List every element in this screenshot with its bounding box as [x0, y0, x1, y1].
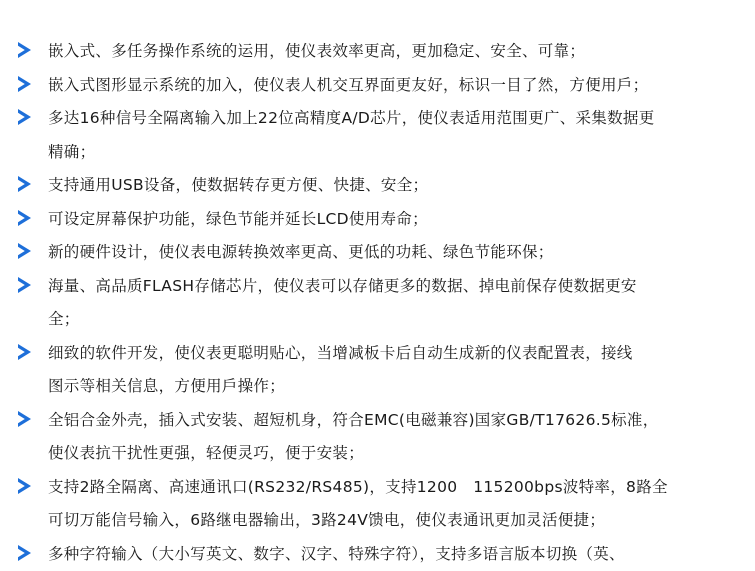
feature-text-line: 嵌入式、多任务操作系统的运用，使仪表效率更高，更加稳定、安全、可靠； [48, 35, 727, 69]
chevron-right-icon [18, 411, 31, 427]
feature-list [0, 35, 755, 571]
feature-item [0, 270, 755, 337]
feature-text-line: 多达16种信号全隔离输入加上22位高精度A/D芯片，使仪表适用范围更广、采集数据更 [48, 102, 727, 136]
chevron-right-icon [18, 76, 31, 92]
feature-item [0, 203, 755, 237]
feature-text-line: 嵌入式图形显示系统的加入，使仪表人机交互界面更友好，标识一目了然，方便用戶； [48, 69, 727, 103]
feature-item [0, 102, 755, 169]
chevron-right-icon [18, 176, 31, 192]
chevron-right-icon [18, 42, 31, 58]
feature-text-line: 新的硬件设计，使仪表电源转换效率更高、更低的功耗、绿色节能环保； [48, 236, 727, 270]
chevron-right-icon [18, 545, 31, 561]
feature-item [0, 35, 755, 69]
feature-text-line: 细致的软件开发，使仪表更聪明贴心，当增减板卡后自动生成新的仪表配置表，接线 [48, 337, 727, 371]
chevron-right-icon [18, 210, 31, 226]
feature-item [0, 471, 755, 538]
chevron-right-icon [18, 243, 31, 259]
feature-item [0, 69, 755, 103]
feature-item [0, 404, 755, 471]
feature-text-line: 多种字符输入（大小写英文、数字、汉字、特殊字符），支持多语言版本切换（英、 [48, 538, 727, 571]
feature-item [0, 169, 755, 203]
feature-text-line: 使仪表抗干扰性更强，轻便灵巧，便于安装； [48, 437, 727, 471]
feature-text-line: 全铝合金外壳，插入式安装、超短机身，符合EMC(电磁兼容)国家GB/T17626.5标准， [48, 404, 727, 438]
chevron-right-icon [18, 277, 31, 293]
top-spacer [0, 0, 755, 35]
feature-text-line: 可设定屏幕保护功能，绿色节能并延长LCD使用寿命； [48, 203, 727, 237]
feature-item [0, 337, 755, 404]
chevron-right-icon [18, 478, 31, 494]
chevron-right-icon [18, 344, 31, 360]
feature-text-line: 支持通用USB设备，使数据转存更方便、快捷、安全； [48, 169, 727, 203]
feature-text-line: 图示等相关信息，方便用戶操作； [48, 370, 727, 404]
feature-text-line: 可切万能信号输入，6路继电器输出，3路24V馈电，使仪表通讯更加灵活便捷； [48, 504, 727, 538]
feature-text-line: 支持2路全隔离、高速通讯口(RS232/RS485)，支持1200 115200bps波特率，8路全 [48, 471, 727, 505]
feature-item [0, 538, 755, 571]
feature-text-line: 海量、高品质FLASH存储芯片，使仪表可以存储更多的数据、掉电前保存使数据更安 [48, 270, 727, 304]
feature-text-line: 全； [48, 303, 727, 337]
feature-text-line: 精确； [48, 136, 727, 170]
feature-item [0, 236, 755, 270]
chevron-right-icon [18, 109, 31, 125]
